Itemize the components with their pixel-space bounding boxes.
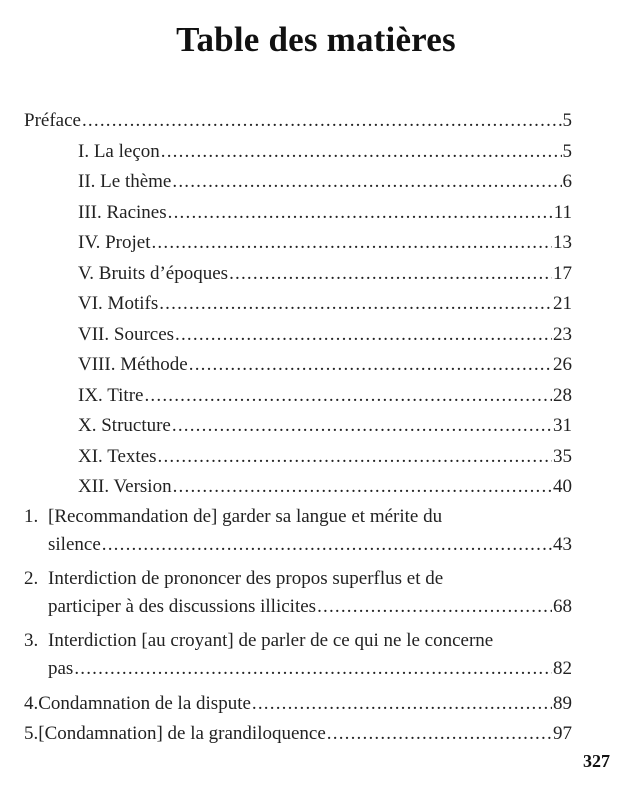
toc-entry-label: VIII. Méthode — [78, 354, 188, 375]
toc-entry-section[interactable] — [24, 289, 572, 320]
chapter-number: 2. — [24, 567, 39, 589]
toc-entry-section[interactable] — [24, 167, 572, 198]
toc-entry-preface[interactable] — [24, 106, 572, 137]
toc-entry-page: 26 — [553, 354, 572, 375]
toc-entry-page: 35 — [553, 445, 572, 467]
table-of-contents — [24, 106, 572, 749]
dot-leader — [229, 259, 552, 290]
chapter-title-line2: silence — [48, 533, 101, 555]
dot-leader — [175, 320, 552, 351]
toc-entry-section[interactable] — [24, 259, 572, 290]
dot-leader — [82, 106, 562, 137]
toc-entry-label: XII. Version — [78, 476, 172, 497]
toc-entry-section[interactable] — [24, 381, 572, 412]
toc-entry-label: VII. Sources — [78, 323, 175, 345]
toc-entry-section[interactable] — [24, 411, 572, 442]
page-title: Table des matières — [176, 20, 456, 59]
dot-leader — [168, 198, 553, 229]
chapter-number: 1. — [24, 505, 39, 527]
toc-entry-chapter[interactable] — [24, 565, 572, 621]
toc-entry-section[interactable] — [24, 350, 572, 381]
chapter-title-line1: Interdiction [au croyant] de parler de ce qui ne le concerne — [48, 629, 494, 651]
toc-entry-label: IV. Projet — [78, 232, 151, 253]
dot-leader — [144, 381, 552, 412]
chapter-title-line2: participer à des discussions illicites — [48, 595, 317, 617]
chapter-title-line2: pas — [48, 657, 74, 679]
toc-entry-page: 13 — [553, 232, 572, 253]
toc-entry-label: Préface — [24, 110, 81, 131]
toc-entry-section[interactable] — [24, 228, 572, 259]
toc-entry-section[interactable] — [24, 137, 572, 168]
toc-entry-page: 31 — [553, 415, 572, 436]
dot-leader — [327, 719, 552, 749]
toc-entry-chapter[interactable] — [24, 719, 572, 749]
dot-leader — [151, 228, 552, 259]
toc-entry-page: 89 — [553, 692, 572, 714]
toc-entry-page: 40 — [553, 476, 572, 497]
toc-entry-page: 82 — [553, 657, 572, 679]
toc-entry-section[interactable] — [24, 198, 572, 229]
toc-entry-section[interactable] — [24, 442, 572, 473]
toc-entry-page: 97 — [553, 722, 572, 744]
dot-leader — [172, 167, 561, 198]
toc-entry-page: 28 — [553, 384, 572, 406]
dot-leader — [102, 531, 552, 559]
toc-entry-chapter[interactable] — [24, 627, 572, 683]
dot-leader — [189, 350, 552, 381]
chapter-title-line1: [Recommandation de] garder sa langue et mérite du — [48, 505, 443, 527]
toc-entry-label: III. Racines — [78, 201, 167, 223]
toc-entry-page: 17 — [553, 262, 572, 284]
toc-entry-page: 11 — [553, 201, 572, 223]
chapter-title-line1: Interdiction de prononcer des propos superflus et de — [48, 567, 444, 589]
chapter-number: 4. — [24, 692, 39, 714]
toc-entry-page: 5 — [562, 140, 572, 162]
toc-entry-label: XI. Textes — [78, 445, 157, 467]
dot-leader — [173, 472, 552, 503]
toc-entry-page: 23 — [553, 323, 572, 345]
dot-leader — [159, 289, 552, 320]
page-number: 327 — [583, 751, 610, 771]
chapter-number: 5. — [24, 722, 39, 744]
toc-entry-page: 6 — [562, 171, 572, 192]
toc-entry-section[interactable] — [24, 320, 572, 351]
toc-entry-page: 21 — [553, 293, 572, 314]
toc-entry-label: II. Le thème — [78, 171, 172, 192]
toc-entry-page: 68 — [553, 595, 572, 617]
toc-entry-label: V. Bruits d’époques — [78, 262, 229, 284]
toc-entry-label: I. La leçon — [78, 140, 160, 162]
toc-entry-page: 5 — [562, 110, 572, 131]
dot-leader — [74, 655, 552, 683]
dot-leader — [317, 593, 552, 621]
dot-leader — [158, 442, 552, 473]
chapter-title: [Condamnation] de la grandiloquence — [38, 722, 326, 744]
toc-entry-label: IX. Titre — [78, 384, 144, 406]
dot-leader — [161, 137, 562, 168]
toc-entry-section[interactable] — [24, 472, 572, 503]
toc-entry-chapter[interactable] — [24, 689, 572, 719]
toc-entry-label: X. Structure — [78, 415, 171, 436]
chapter-title: Condamnation de la dispute — [38, 692, 251, 714]
toc-entry-label: VI. Motifs — [78, 293, 159, 314]
toc-entry-page: 43 — [553, 533, 572, 555]
chapter-number: 3. — [24, 629, 39, 651]
toc-entry-chapter[interactable] — [24, 503, 572, 559]
dot-leader — [252, 689, 552, 719]
dot-leader — [172, 411, 552, 442]
